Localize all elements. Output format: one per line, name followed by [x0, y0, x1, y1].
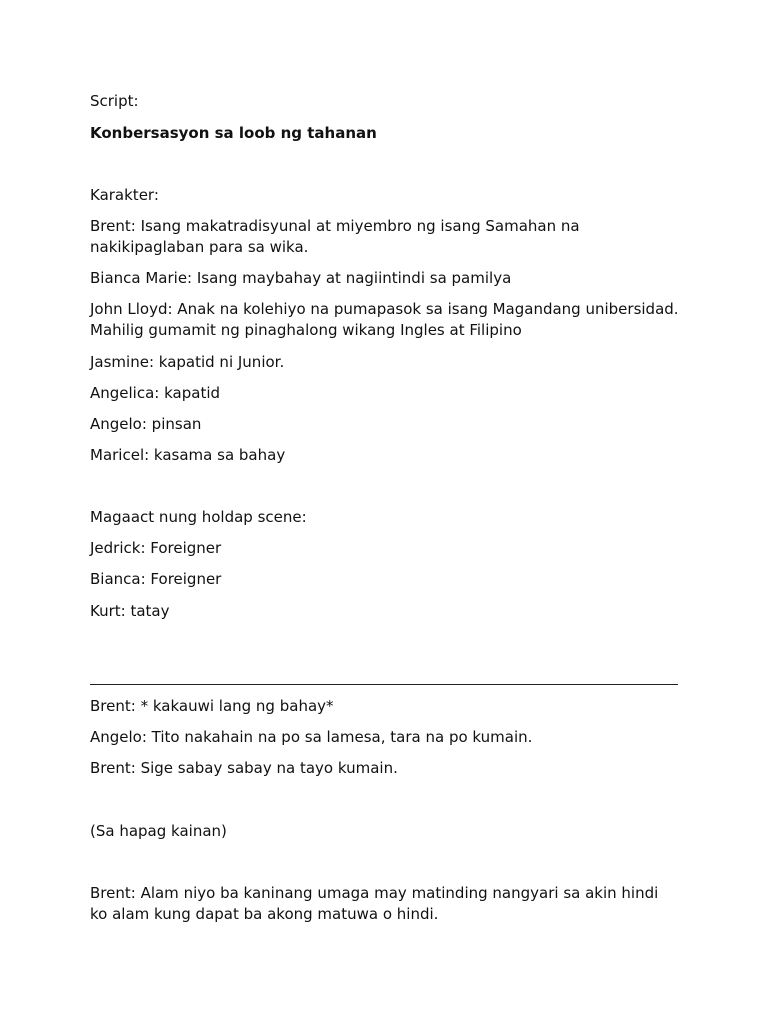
document-title: Konbersasyon sa loob ng tahanan — [90, 124, 377, 142]
dialogue-line: Brent: * kakauwi lang ng bahay* — [90, 697, 334, 715]
character-angelo: Angelo: pinsan — [90, 415, 202, 433]
characters-label: Karakter: — [90, 186, 159, 204]
character-maricel: Maricel: kasama sa bahay — [90, 446, 286, 464]
character-bianca-marie: Bianca Marie: Isang maybahay at nagiintindi sa pamilya — [90, 269, 512, 287]
character-angelica: Angelica: kapatid — [90, 384, 221, 402]
character-brent: Brent: Isang makatradisyunal at miyembro ng isang Samahan na nakikipaglaban para sa wika. — [90, 217, 580, 256]
character-jasmine: Jasmine: kapatid ni Junior. — [90, 353, 285, 371]
holdap-cast-jedrick: Jedrick: Foreigner — [90, 539, 222, 557]
dialogue-line: Angelo: Tito nakahain na po sa lamesa, tara na po kumain. — [90, 728, 533, 746]
holdap-label: Magaact nung holdap scene: — [90, 508, 307, 526]
holdap-cast-kurt: Kurt: tatay — [90, 602, 170, 620]
dialogue-line: Brent: Alam niyo ba kaninang umaga may matinding nangyari sa akin hindi ko alam kung dapat ba akong matuwa o hindi. — [90, 884, 659, 923]
character-john-lloyd: John Lloyd: Anak na kolehiyo na pumapasok sa isang Magandang unibersidad. Mahilig gumamit ng pinaghalong wikang Ingles at Filipino — [90, 300, 679, 339]
holdap-cast-bianca: Bianca: Foreigner — [90, 570, 222, 588]
script-label: Script: — [90, 92, 139, 110]
horizontal-divider — [90, 684, 678, 685]
scene-note: (Sa hapag kainan) — [90, 822, 227, 840]
dialogue-line: Brent: Sige sabay sabay na tayo kumain. — [90, 759, 398, 777]
